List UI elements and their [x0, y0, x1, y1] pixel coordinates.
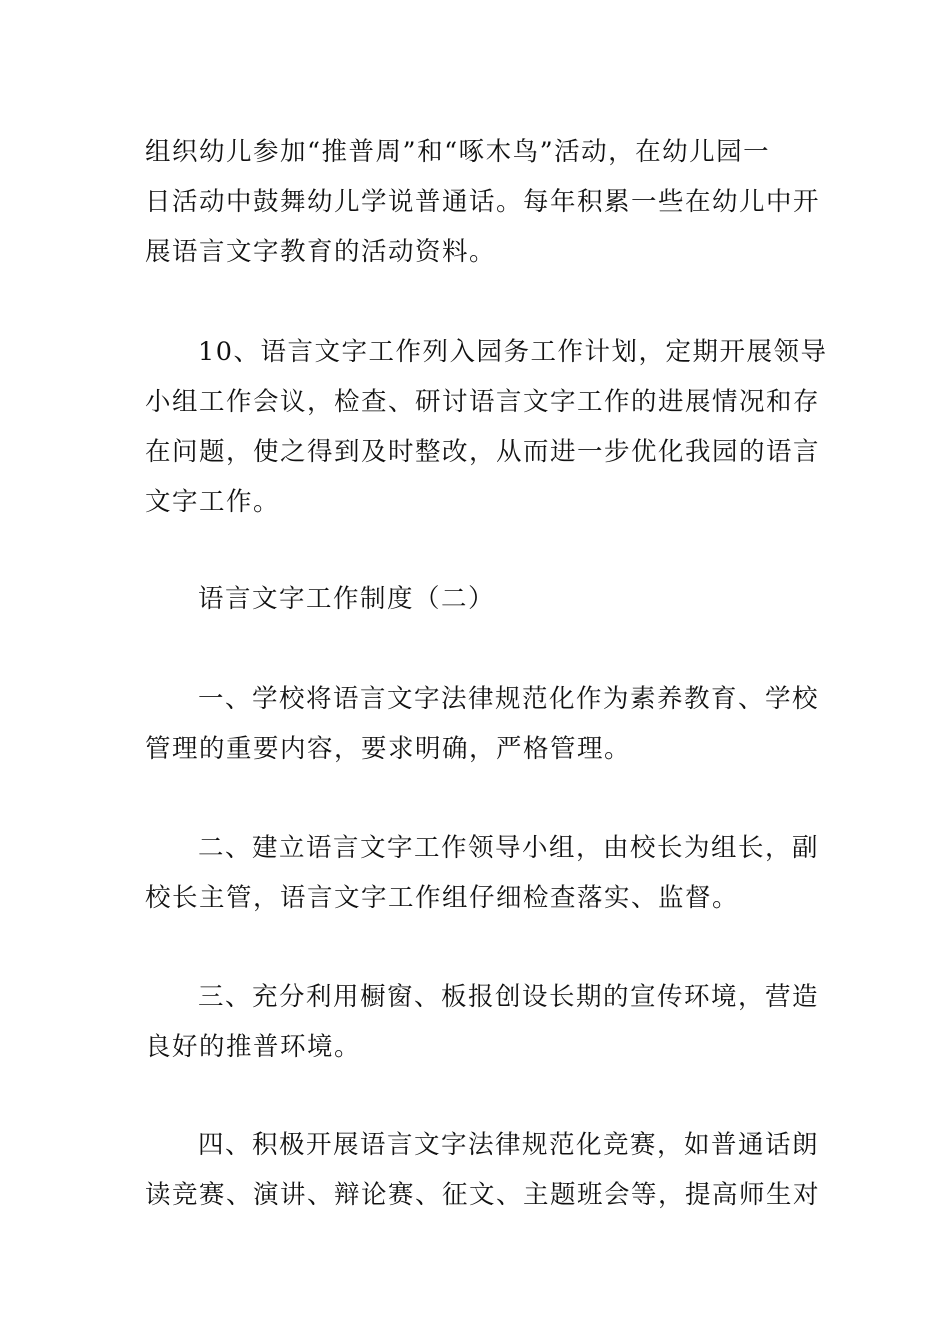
text-line: 良好的推普环境。: [145, 1032, 362, 1062]
text-line: 校长主管，语言文字工作组仔细检查落实、监督。: [145, 883, 740, 913]
paragraph-rule-4: [145, 1120, 821, 1220]
text-line: 四、积极开展语言文字法律规范化竞赛，如普通话朗: [198, 1130, 820, 1160]
text-line: 10、语言文字工作列入园务工作计划，定期开展领导: [198, 337, 828, 367]
text-line: 小组工作会议，检查、研讨语言文字工作的进展情况和存: [145, 387, 821, 417]
text-line: 文字工作。: [145, 487, 281, 517]
text-line: 二、建立语言文字工作领导小组，由校长为组长，副: [198, 833, 820, 863]
paragraph-rule-2: [145, 823, 820, 923]
section-heading: 语言文字工作制度（二）: [198, 584, 496, 614]
paragraph-rule-1: [145, 674, 820, 774]
paragraph-item-10: [145, 327, 828, 527]
text-line: 日活动中鼓舞幼儿学说普通话。每年积累一些在幼儿中开: [145, 187, 821, 217]
text-line: 在问题，使之得到及时整改，从而进一步优化我园的语言: [145, 437, 821, 467]
text-line: 三、充分利用橱窗、板报创设长期的宣传环境，营造: [198, 982, 820, 1012]
text-line: 一、学校将语言文字法律规范化作为素养教育、学校: [198, 684, 820, 714]
text-line: 管理的重要内容，要求明确，严格管理。: [145, 734, 632, 764]
paragraph-rule-3: [145, 972, 820, 1072]
paragraph-kindergarten-activities: [145, 127, 821, 277]
text-line: 读竞赛、演讲、辩论赛、征文、主题班会等，提高师生对: [145, 1180, 821, 1210]
text-line: 展语言文字教育的活动资料。: [145, 237, 497, 267]
text-line: 组织幼儿参加“推普周”和“啄木鸟”活动，在幼儿园一: [145, 137, 771, 167]
